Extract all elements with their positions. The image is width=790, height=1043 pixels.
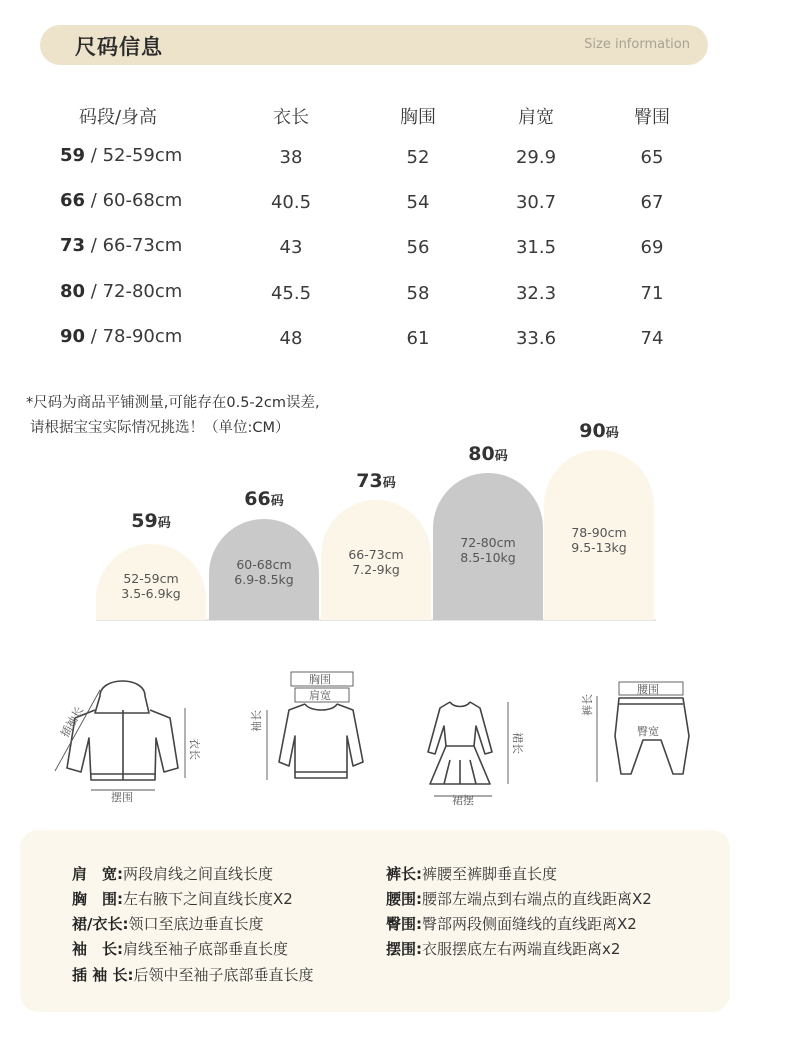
size-card-weight: 9.5-13kg <box>571 540 627 555</box>
size-number: 90 <box>60 326 86 347</box>
table-cell: 74 <box>640 328 664 349</box>
table-cell: 48 <box>279 328 303 349</box>
size-card-height: 60-68cm <box>236 557 292 572</box>
table-cell: 33.6 <box>515 328 557 349</box>
table-cell: 71 <box>640 283 664 304</box>
table-cell: 61 <box>406 328 430 349</box>
table-cell: 45.5 <box>270 283 312 304</box>
size-table <box>0 0 790 360</box>
definition-row: 裙/衣长:领口至底边垂直长度 <box>72 915 264 933</box>
definition-row: 裤长:裤腰至裤脚垂直长度 <box>386 865 558 883</box>
waist-label: 腰围 <box>637 683 659 696</box>
table-cell: 29.9 <box>515 147 557 168</box>
size-number: 59 <box>60 145 86 166</box>
height-range: / 60-68cm <box>85 190 183 211</box>
size-card-weight: 8.5-10kg <box>460 550 516 565</box>
definition-row: 臀围:臀部两段侧面缝线的直线距离X2 <box>386 915 637 933</box>
size-card-weight: 3.5-6.9kg <box>121 586 181 601</box>
table-cell: 30.7 <box>515 192 557 213</box>
table-cell: 38 <box>279 147 303 168</box>
size-card <box>96 544 206 620</box>
table-cell: 58 <box>406 283 430 304</box>
hoodie-jacket-illustration <box>45 668 200 807</box>
dress-length-label: 裙长 <box>511 732 524 754</box>
height-range: / 72-80cm <box>85 281 183 302</box>
measurement-definitions <box>20 830 730 1012</box>
size-card <box>544 450 654 620</box>
table-cell: 31.5 <box>515 237 557 258</box>
hip-label: 臀宽 <box>637 725 659 738</box>
size-card-label: 73码 <box>356 470 396 492</box>
table-header-hip: 臀围 <box>634 107 670 128</box>
height-range: / 78-90cm <box>85 326 183 347</box>
dress-illustration <box>420 690 540 809</box>
table-header-shoulder: 肩宽 <box>518 107 554 128</box>
table-cell: 69 <box>640 237 664 258</box>
height-range: / 66-73cm <box>85 235 183 256</box>
definition-row: 摆围:衣服摆底左右两端直线距离x2 <box>386 940 621 958</box>
table-cell: 52 <box>406 147 430 168</box>
pants-length-label: 裤长 <box>581 694 594 716</box>
size-card-height: 66-73cm <box>348 547 404 562</box>
definition-row: 腰围:腰部左端点到右端点的直线距离X2 <box>386 890 652 908</box>
pants-illustration <box>581 678 695 797</box>
dress-hem-label: 裙摆 <box>452 794 474 807</box>
size-card <box>321 500 431 620</box>
sleeve-length-label: 插袖长 <box>58 704 87 740</box>
table-cell: 65 <box>640 147 664 168</box>
size-card-label: 90码 <box>579 420 619 442</box>
table-header-chest: 胸围 <box>400 107 436 128</box>
table-header-length: 衣长 <box>273 107 309 128</box>
sweater-sleeve-label: 袖长 <box>250 710 263 732</box>
size-card-label: 80码 <box>468 443 508 465</box>
shoulder-label: 肩宽 <box>309 689 331 702</box>
size-card <box>209 519 319 620</box>
definition-row: 胸 围:左右腋下之间直线长度X2 <box>72 890 293 908</box>
size-card-height: 72-80cm <box>460 535 516 550</box>
page-subtitle: Size information <box>584 37 690 52</box>
size-number: 66 <box>60 190 86 211</box>
measurement-note: *尺码为商品平铺测量,可能存在0.5-2cm误差, <box>26 395 320 411</box>
hem-label: 摆围 <box>111 791 133 804</box>
measurement-note-unit: 请根据宝宝实际情况挑选！（单位:CM） <box>30 420 290 436</box>
page-title: 尺码信息 <box>75 35 163 59</box>
table-cell: 56 <box>406 237 430 258</box>
size-card-height: 78-90cm <box>571 525 627 540</box>
size-card-height: 52-59cm <box>123 571 179 586</box>
table-cell: 40.5 <box>270 192 312 213</box>
length-label: 衣长 <box>188 738 201 760</box>
table-cell: 67 <box>640 192 664 213</box>
table-cell: 32.3 <box>515 283 557 304</box>
size-card-weight: 7.2-9kg <box>352 562 400 577</box>
table-header-size: 码段/身高 <box>78 107 158 128</box>
size-card-label: 66码 <box>244 488 284 510</box>
height-range: / 52-59cm <box>85 145 183 166</box>
table-cell: 43 <box>279 237 303 258</box>
size-number: 80 <box>60 281 86 302</box>
size-card-label: 59码 <box>131 510 171 532</box>
definition-row: 插 袖 长:后领中至袖子底部垂直长度 <box>72 966 314 984</box>
table-cell: 54 <box>406 192 430 213</box>
definition-row: 袖 长:肩线至袖子底部垂直长度 <box>72 940 289 958</box>
definition-row: 肩 宽:两段肩线之间直线长度 <box>72 865 274 883</box>
size-card <box>433 473 543 620</box>
chest-label: 胸围 <box>309 673 331 686</box>
sweater-illustration <box>250 670 380 789</box>
size-card-weight: 6.9-8.5kg <box>234 572 294 587</box>
size-number: 73 <box>60 235 86 256</box>
